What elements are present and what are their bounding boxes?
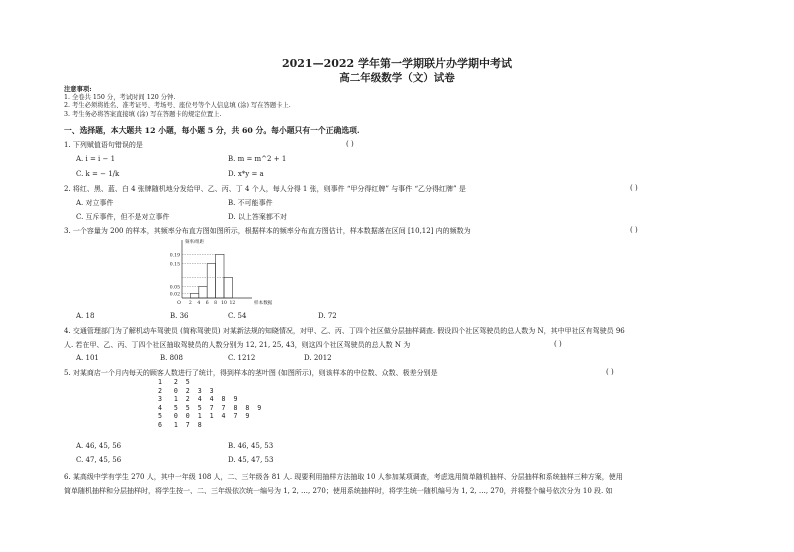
q3-option-a: A. 18 xyxy=(76,312,95,320)
histogram-bar xyxy=(224,277,232,298)
q2-option-b: B. 不可能事件 xyxy=(228,199,273,207)
q4-option-d: D. 2012 xyxy=(304,354,332,362)
stem-value: 6 xyxy=(158,420,162,429)
q1-answer-paren: ( ) xyxy=(346,140,354,148)
q5-option-a: A. 46, 45, 56 xyxy=(76,442,122,450)
q2-option-a: A. 对立事件 xyxy=(76,199,114,207)
q6-stem-line1: 6. 某高级中学有学生 270 人，其中一年级 108 人，二、三年级各 81 人. 现要利用抽样方法抽取 10 人参加某项调查，考虑选用简单随机抽样、分层抽样和系统抽样三种方案，使用 xyxy=(64,473,623,481)
histogram-bar xyxy=(216,254,224,298)
x-tick-label: 8 xyxy=(214,301,218,306)
notes-item: 2. 考生必须将姓名、准考证号、考场号、座位号等个人信息填 (涂) 写在答题卡上. xyxy=(64,102,291,110)
q6-stem-line2: 简单随机抽样和分层抽样时，将学生按一、二、三年级依次统一编号为 1, 2, …, 270；使用系统抽样时，将学生统一随机编号为 1, 2, …, 270，并将整个编号依次分为 10 段. 如 xyxy=(64,487,613,495)
q2-option-d: D. 以上答案都不对 xyxy=(228,213,287,221)
notes-heading: 注意事项: xyxy=(64,86,92,93)
q5-answer-paren: ( ) xyxy=(606,368,614,376)
x-tick-label: 2 xyxy=(188,301,192,306)
exam-title: 2021—2022 学年第一学期联片办学期中考试 xyxy=(281,57,513,70)
q4-stem-line1: 4. 交通管理部门为了解机动车驾驶员 (简称驾驶员) 对某新法规的知晓情况，对甲、乙、丙、丁四个社区做分层抽样调查. 假设四个社区驾驶员的总人数为 N，其中甲社区有驾驶员 96 xyxy=(64,327,625,335)
q4-answer-paren: ( ) xyxy=(554,340,562,348)
q4-option-c: C. 1212 xyxy=(228,354,256,362)
q4-option-b: B. 808 xyxy=(160,354,183,362)
q5-option-d: D. 45, 47, 53 xyxy=(228,456,274,464)
frequency-histogram xyxy=(160,236,290,308)
stem-leaf-row xyxy=(158,395,261,404)
q3-option-d: D. 72 xyxy=(318,312,337,320)
stem-value: 3 xyxy=(158,395,162,404)
exam-subtitle: 高二年级数学（文）试卷 xyxy=(339,72,455,84)
stem-leaf-plot xyxy=(158,378,261,430)
y-axis-label: 频率/组距 xyxy=(185,240,205,245)
q3-answer-paren: ( ) xyxy=(630,226,638,234)
q3-stem: 3. 一个容量为 200 的样本，其频率分布直方图如图所示，根据样本的频率分布直方图估计，样本数据落在区间 [10,12] 内的频数为 xyxy=(64,227,471,235)
notes-block xyxy=(64,86,291,119)
stem-leaf-row xyxy=(158,404,261,413)
x-axis-label: 样本数据 xyxy=(254,301,273,306)
x-tick-label: O xyxy=(177,301,181,306)
q2-answer-paren: ( ) xyxy=(630,184,638,192)
q3-option-c: C. 54 xyxy=(228,312,247,320)
q2-stem: 2. 将红、黑、蓝、白 4 张牌随机地分发给甲、乙、丙、丁 4 个人，每人分得 1 张，则事件 “甲分得红牌” 与事件 “乙分得红牌” 是 xyxy=(64,185,466,193)
x-tick-label: 10 xyxy=(221,301,227,306)
stem-value: 4 xyxy=(158,403,162,412)
leaf-values: 0 0 1 1 4 7 9 xyxy=(161,412,250,421)
leaf-values: 5 5 5 7 7 8 8 9 xyxy=(161,403,262,412)
x-tick-label: 6 xyxy=(205,301,209,306)
q5-option-b: B. 46, 45, 53 xyxy=(228,442,274,450)
histogram-bar xyxy=(190,293,198,298)
q2-option-c: C. 互斥事件，但不是对立事件 xyxy=(76,213,170,221)
histogram-bar xyxy=(207,264,215,299)
x-tick-label: 4 xyxy=(197,301,201,306)
histogram-bar xyxy=(199,287,207,299)
q4-stem-line2: 人. 若在甲、乙、丙、丁四个社区抽取驾驶员的人数分别为 12, 21, 25, 43，则这四个社区驾驶员的总人数 N 为 xyxy=(64,341,411,349)
stem-leaf-row xyxy=(158,378,261,387)
y-tick-label: 0.15 xyxy=(169,262,180,268)
q5-option-c: C. 47, 45, 56 xyxy=(76,456,122,464)
x-tick-label: 12 xyxy=(229,301,236,306)
leaf-values: 2 5 xyxy=(161,378,190,386)
notes-item: 3. 考生务必将答案直接填 (涂) 写在答题卡的规定位置上. xyxy=(64,110,222,118)
q3-option-b: B. 36 xyxy=(170,312,189,320)
stem-leaf-row xyxy=(158,421,261,430)
leaf-values: 0 2 3 3 xyxy=(161,386,214,395)
q1-stem: 1. 下列赋值语句错误的是 xyxy=(64,141,143,149)
q1-option-a: A. i = i − 1 xyxy=(76,155,116,163)
q1-option-d: D. x*y = a xyxy=(228,170,264,178)
q1-option-b: B. m = m^2 + 1 xyxy=(228,155,287,163)
q4-option-a: A. 101 xyxy=(76,354,99,362)
leaf-values: 1 2 4 4 8 9 xyxy=(161,395,238,404)
q5-stem: 5. 对某商店一个月内每天的顾客人数进行了统计，得到样本的茎叶图 (如图所示)，则该样本的中位数、众数、极差分别是 xyxy=(64,369,438,377)
stem-value: 5 xyxy=(158,412,162,421)
y-tick-label: 0.19 xyxy=(169,253,180,259)
leaf-values: 1 7 8 xyxy=(161,420,202,429)
y-tick-label: 0.05 xyxy=(169,285,180,291)
stem-value: 1 xyxy=(158,378,162,386)
stem-value: 2 xyxy=(158,386,162,395)
stem-leaf-row xyxy=(158,387,261,396)
q1-option-c: C. k = − 1/k xyxy=(76,170,120,178)
notes-item: 1. 全卷共 150 分，考试时间 120 分钟. xyxy=(64,94,176,102)
section-heading: 一、选择题，本大题共 12 小题，每小题 5 分，共 60 分。每小题只有一个正确选项. xyxy=(64,126,360,135)
stem-leaf-row xyxy=(158,412,261,421)
y-tick-label: 0.02 xyxy=(169,292,180,298)
